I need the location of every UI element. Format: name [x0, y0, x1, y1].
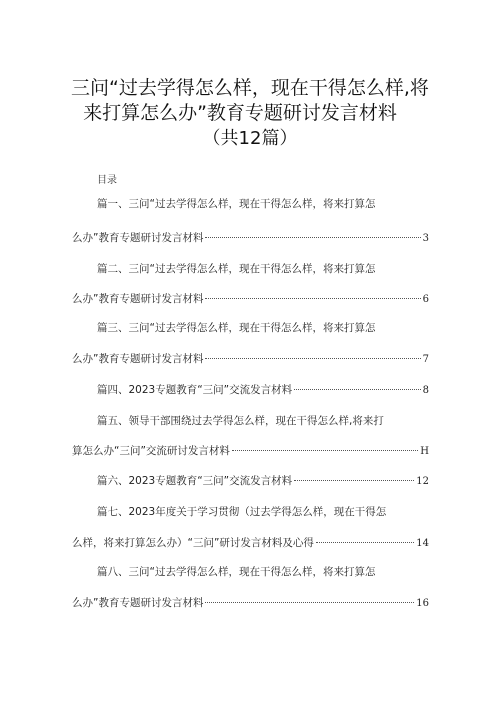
toc-page-number: 16	[416, 598, 429, 609]
dot-leader	[205, 358, 420, 359]
toc-page-number: 6	[422, 294, 429, 305]
toc-entry-title: 么样，将来打算怎么办）“三问”研讨发言材料及心得	[72, 537, 314, 549]
document-title-line-1: 三问“过去学得怎么样，现在干得怎么样,将	[71, 77, 429, 99]
dot-leader	[205, 237, 420, 238]
toc-entry-title: 么办”教育专题研讨发言材料	[72, 597, 204, 609]
dot-leader	[205, 602, 414, 603]
toc-page-number: H	[420, 446, 429, 457]
toc-entry-title: 算怎么办“三问”交流研讨发言材料	[72, 445, 230, 457]
dot-leader	[294, 389, 421, 390]
toc-entry-1-line-1[interactable]: 篇一、三问“过去学得怎么样，现在干得怎么样，将来打算怎	[97, 198, 376, 210]
toc-heading: 目录	[97, 175, 117, 186]
toc-entry-title: 么办”教育专题研讨发言材料	[72, 293, 204, 305]
toc-entry-5-line-1[interactable]: 篇五、领导干部围绕过去学得怎么样，现在干得怎么样,将来打	[97, 415, 384, 427]
toc-page-number: 3	[422, 233, 429, 244]
toc-entry-title: 篇六、2023专题教育“三问”交流发言材料	[97, 475, 293, 487]
toc-entry-8-line-2[interactable]	[72, 596, 429, 611]
toc-entry-7-line-2[interactable]	[72, 536, 429, 551]
toc-entry-2-line-1[interactable]: 篇二、三问“过去学得怎么样，现在干得怎么样，将来打算怎	[97, 263, 376, 275]
dot-leader	[205, 298, 420, 299]
toc-page-number: 8	[422, 385, 429, 396]
toc-entry-title: 篇四、2023专题教育“三问”交流发言材料	[97, 384, 293, 396]
dot-leader	[294, 480, 414, 481]
toc-entry-title: 么办”教育专题研讨发言材料	[72, 353, 204, 365]
toc-entry-4[interactable]	[97, 383, 429, 398]
toc-page-number: 12	[416, 476, 429, 487]
toc-entry-8-line-1[interactable]: 篇八、三问“过去学得怎么样，现在干得怎么样，将来打算怎	[97, 566, 376, 578]
toc-entry-2-line-2[interactable]	[72, 292, 429, 307]
dot-leader	[316, 542, 414, 543]
toc-entry-7-line-1[interactable]: 篇七、2023年度关于学习贯彻（过去学得怎么样，现在干得怎	[97, 506, 387, 518]
toc-entry-3-line-1[interactable]: 篇三、三问“过去学得怎么样，现在干得怎么样，将来打算怎	[97, 322, 376, 334]
document-title-count: （共12篇）	[202, 128, 298, 149]
document-title-line-2: 来打算怎么办”教育专题研讨发言材料	[83, 102, 397, 124]
toc-page-number: 7	[422, 354, 429, 365]
dot-leader	[232, 450, 418, 451]
toc-entry-6[interactable]	[97, 474, 429, 489]
toc-entry-title: 么办”教育专题研讨发言材料	[72, 232, 204, 244]
toc-entry-3-line-2[interactable]	[72, 352, 429, 367]
toc-page-number: 14	[416, 538, 429, 549]
toc-entry-1-line-2[interactable]	[72, 231, 429, 246]
toc-entry-5-line-2[interactable]	[72, 444, 429, 459]
